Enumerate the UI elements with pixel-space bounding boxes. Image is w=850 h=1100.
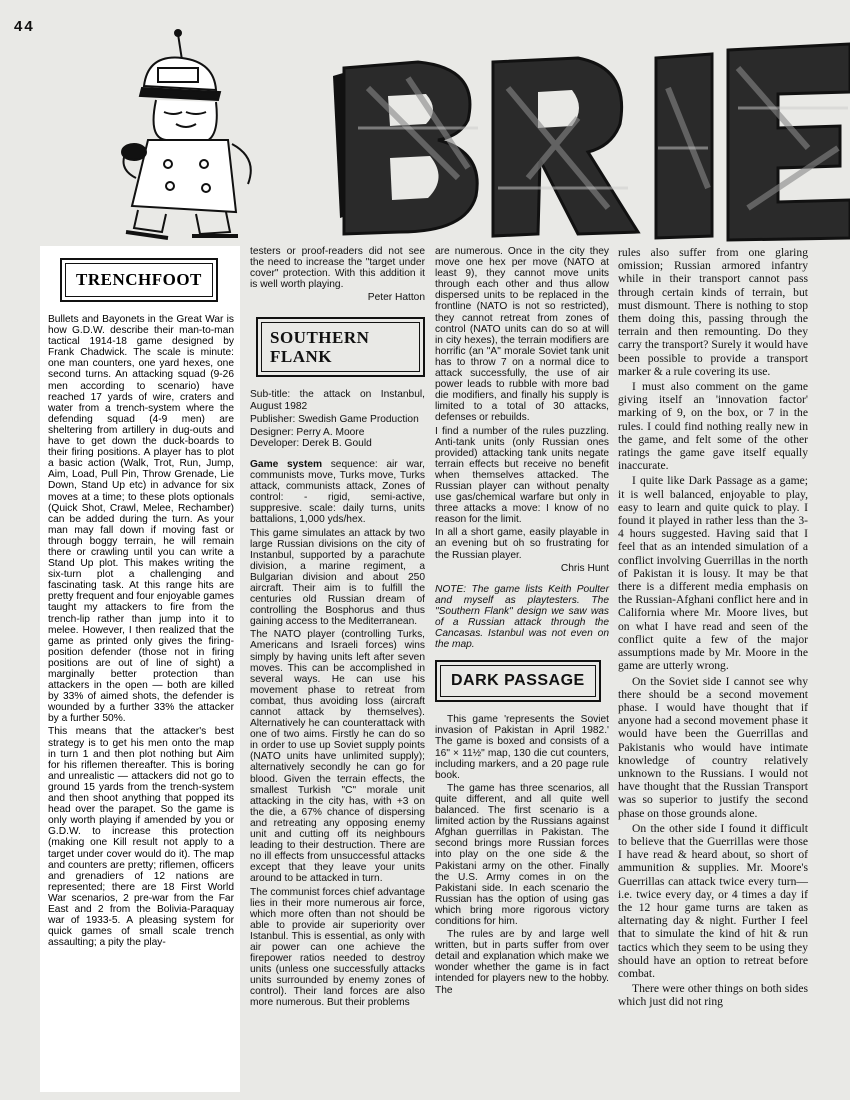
spec-line: Publisher: Swedish Game Production: [250, 413, 419, 425]
reviewer-signature: Chris Hunt: [560, 562, 609, 574]
review-title: TRENCHFOOT: [65, 263, 213, 297]
banner-letters: [333, 44, 850, 240]
paragraph: rules also suffer from one glaring omission; Russian armored infantry while in their transport cannot pass through certain kinds of terrain, but must dismount. There is nothing to stop them doing this, passing through the terrain and then remounting. Do they carry the transport? Surely it would have been possible to provide a transport marker & a rule covering its use.: [618, 246, 808, 378]
spec-line: Sub-title: the attack on Instanbul, August 1982: [250, 389, 425, 412]
game-system-text: sequence: air war, communists move, Turks move, Turks attack, communists attack, Zones of control: - rigid, semi-active, suppresive. scale: daily turns, units battalions, 1,000 yds/hex.: [250, 458, 426, 526]
page-number: 44: [14, 18, 35, 35]
paragraph: I must also comment on the game giving itself an 'innovation factor' marking of 9, on the box, or 7 in the rules. I could find nothing really new in the game, and felt some of the other ratings the game gave itself equally inaccurate.: [618, 380, 808, 473]
reviewer-signature: Peter Hatton: [367, 292, 425, 304]
paragraph: There were other things on both sides which just did not ring: [618, 982, 808, 1009]
paragraph: The NATO player (controlling Turks, Americans and Israeli forces) wins simply by having units left after seven moves. This can be accomplished in several ways. He can use his movement phase to retreat from combat, thus avoiding loss (aircraft cannot attack by themselves). Alternatively he can counterattack with one of two aims. Firstly he can do so in order to use up Soviet supply points (NATO units have unlimited supply); alternatively secondly he can go for blood. Given the terrain effects, the smallest Turkish "C" morale unit attacking in the city has, with +3 on the die, a 67% chance of dispersing and retreating any opposing enemy unit and cutting off its neighbours leading to their destruction. There are no ill effects from unsuccessful attacks except that they leave your units around to be attacked in turn.: [250, 629, 425, 885]
review-title-box: [60, 258, 218, 302]
paragraph: On the other side I found it difficult to believe that the Guerrillas were those I have read & heard about, so short of ammunition & supplies. Mr. Moore's Guerrillas can attack twice every turn—i.e. twice every day, or 4 times a day if the 12 hour game turns are taken as alternating day & night. Further I feel that to simulate the kind of hit & run tactics which they seem to be using they should have an option to retreat before combat.: [618, 821, 808, 980]
paragraph: Bullets and Bayonets in the Great War is how G.D.W. describe their man-to-man tactical 1914-18 game designed by Frank Chadwick. The scale is minute: one man counters, one yard hexes, one second turns. An attacking squad (9-26 men according to scenario) have reached 17 yards of wire, craters and water from a trench-system where the defending squad (4-9 men) are sheltering from artillery in dug-outs and have to get down the duck-boards to their firing positions. A player has to plot a basic action (Walk, Trot, Run, Jump, Aim, Load, Pull Pin, Throw Grenade, Lie Down, Stand Up etc) in advance for six moves at a time; to these plots optionals (Quick Shot, Crawl, Melee, Rechamber) can be added during the turn. As your man may fall down if moving fast or through boggy terrain, he will remain there or crawling until you can write a Stand Up plot. This makes writing the six-turn plot a challenging and fascinating task. At this range hits are pretty frequent and four enjoyable games taught my attackers to fire from the trench-lip rather than jump into it to melee. However, I then realized that the game as printed only gives the firing-position defender (those not in firing positions are out of line of sight) a marginally better protection than attackers in the open — both are killed by 33% of aimed shots, the defender is wounded by a further 33% the attacker by a further 50%.: [48, 314, 234, 725]
paragraph: The rules are by and large well written, but in parts suffer from over detail and explanation which make we wonder whether the game is in fact intended for players new to the hobby. The: [435, 929, 609, 996]
game-system-label: Game system: [250, 458, 323, 470]
review-title-box: [435, 660, 601, 702]
paragraph: testers or proof-readers did not see the need to increase the "target under cover" protection. With this addition it is well worth playing.: [250, 246, 425, 291]
paragraph: I quite like Dark Passage as a game; it is well balanced, enjoyable to play, easy to learn and quite quick to play. I found it played in rather less than the 3-4 hours suggested. Having said that I feel that as an intended simulation of a conflict involving Guerrillas in the north of Pakistan it is lousy. It may be that there is a different media emphasis on the Russian-Afghani conflict here and in California where Mr. Moore lives, but on what I have read and seen of the conflict quite a few of the major assumptions made by Mr. Moore in the game are utterly wrong.: [618, 474, 808, 673]
game-system: [250, 459, 425, 526]
column-southern-flank: [250, 246, 425, 1011]
paragraph: I find a number of the rules puzzling. Anti-tank units (only Russian ones provided) attacking tank units negate terrain effects but receive no benefit when themselves attacked. The Russian player can without penalty use gas/chemical warfare but only in three attacks a move: I know of no reason for the limit.: [435, 425, 609, 526]
paragraph: This game simulates an attack by two large Russian divisions on the city of Instanbul, supported by a parachute division, a marine regiment, a Bulgarian division and about 250 aircraft. Their aim is to fulfill the centuries old Russian dream of controlling the Bosphorus and thus gaining access to the Mediterranean.: [250, 527, 425, 628]
review-title: SOUTHERN FLANK: [261, 322, 420, 372]
header-illustration: [108, 28, 850, 243]
paragraph: On the Soviet side I cannot see why there should be a second movement phase. I would have thought that if anyone had a second movement phase it would have been the Guerrillas and Pakistanis who would have intimate knowledge of country relatively unknown to the Russians. I would not have thought that the Russian Transport was so superior to justify the second phase on those grounds alone.: [618, 674, 808, 820]
paragraph: This game 'represents the Soviet invasion of Pakistan in April 1982.' The game is boxed and consists of a 16" × 11½" map, 130 die cut counters, including markers, and a 20 page rule book.: [435, 714, 609, 781]
paragraph: The game has three scenarios, all quite different, and all quite well balanced. The first scenario is a limited action by the Russians against Afghan guerrillas in Pakistan. The second brings more Russian forces into play on the one side & the Pakistani army on the other. Finally the U.S. Army comes in on the Pakistani side. In each scenario the Russian has the option of using gas which bring more rigorous victory conditions for him.: [435, 782, 609, 927]
column-dark-passage-continued: [618, 246, 808, 1011]
soldier-cartoon: [122, 30, 251, 238]
paragraph: The communist forces chief advantage lies in their more numerous air force, which more often than not should be able to provide air superiority over Istanbul. This is essential, as only with air power can one achieve the firepower ratios needed to destroy units (unless one successfully attacks units surrounded by enemy zones of control). Their land forces are also more numerous. But their problems: [250, 886, 425, 1009]
review-title: DARK PASSAGE: [440, 665, 596, 697]
spec-line: Designer: Perry A. Moore: [250, 426, 365, 438]
column-dark-passage: [435, 246, 609, 998]
paragraph: are numerous. Once in the city they move one hex per move (NATO at least 9), they cannot move units through each other and thus allow dispersed units to be replaced in the frontline (NATO is not so restricted), they cannot retreat from zones of control (NATO units can do so at will in city hexes), the terrain modifiers are horrific (an "A" morale Soviet tank unit has to throw 7 on a normal dice to attack successfully, the use of air power leads to rubble with more bad die modifiers, and finally his supply is limited to a total of 30 attacks, defenses or rebuilds.: [435, 246, 609, 424]
paragraph: This means that the attacker's best strategy is to get his men onto the map in turn 1 and then plot nothing but Aim for his riflemen thereafter. This is boring and unrealistic — attackers did not go to ground 15 yards from the trench-system and then shoot anything that popped its head over the parapet. So the game is only worth playing if amended by you or G.D.W. to increase this protection (making one Kill result not apply to a target under cover would do it). The map and counters are pretty; riflemen, officers and grenadiers of 12 nations are represented; there are 18 First World War scenarios, 2 pre-war from the Far East and 2 from the Bolivia-Paraquay war of 1933-5. A pleasing system for quick games of small scale trench assaulting; a pity the play-: [48, 726, 234, 949]
paragraph: In all a short game, easily playable in an evening but oh so frustrating for the Russian player.: [435, 527, 609, 561]
review-title-box: [256, 317, 425, 377]
editor-note: NOTE: The game lists Keith Poulter and myself as playtesters. The "Southern Flank" design we saw was of a Russian attack through the Cancasas. Istanbul was not even on the map.: [435, 583, 609, 651]
column-trenchfoot: [40, 246, 240, 1092]
spec-line: Developer: Derek B. Gould: [250, 437, 372, 449]
